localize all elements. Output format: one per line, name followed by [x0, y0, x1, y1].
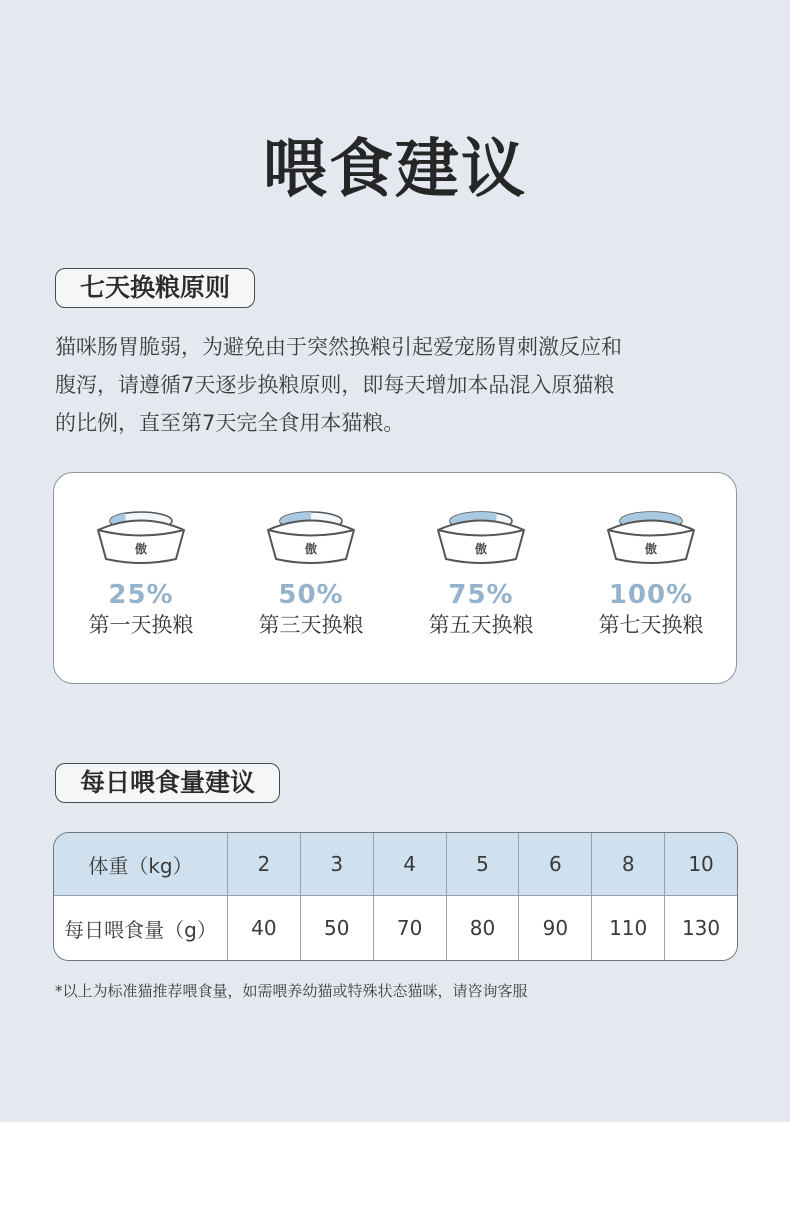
weight-cell: 2: [227, 833, 300, 895]
amount-cell: 110: [591, 895, 664, 960]
step-day-label: 第七天换粮: [598, 613, 704, 637]
weight-cell: 8: [591, 833, 664, 895]
step-day-1: [56, 503, 226, 639]
step-percent: 25%: [108, 580, 174, 610]
food-bowl-icon: [603, 503, 699, 569]
step-day-5: [396, 503, 566, 639]
intro-line: 猫咪肠胃脆弱，为避免由于突然换粮引起爱宠肠胃刺激反应和: [55, 335, 622, 359]
table-row: [54, 895, 737, 960]
weight-cell: 4: [373, 833, 446, 895]
weight-header-label: 体重（kg）: [88, 853, 193, 878]
weight-cell: 5: [446, 833, 519, 895]
feeding-heading: 每日喂食量建议: [55, 763, 280, 803]
amount-cell: 90: [518, 895, 591, 960]
bowl-brand-logo: 傲: [474, 542, 488, 556]
step-day-label: 第三天换粮: [258, 613, 364, 637]
transition-steps-card: [53, 472, 737, 684]
page-title: 喂食建议: [263, 133, 527, 207]
step-percent: 100%: [608, 580, 694, 610]
intro-line: 的比例，直至第7天完全食用本猫粮。: [55, 411, 405, 435]
step-percent: 75%: [448, 580, 514, 610]
bowl-brand-logo: 傲: [644, 542, 658, 556]
food-bowl-icon: [433, 503, 529, 569]
amount-cell: 70: [373, 895, 446, 960]
transition-heading: 七天换粮原则: [55, 268, 255, 308]
transition-intro: [55, 328, 745, 442]
weight-cell: 6: [518, 833, 591, 895]
step-day-3: [226, 503, 396, 639]
table-header-row: [54, 833, 737, 895]
bowl-brand-logo: 傲: [304, 542, 318, 556]
amount-row-label: 每日喂食量（g）: [54, 895, 227, 960]
bowl-brand-logo: 傲: [134, 542, 148, 556]
step-percent: 50%: [278, 580, 344, 610]
intro-line: 腹泻，请遵循7天逐步换粮原则，即每天增加本品混入原猫粮: [55, 373, 615, 397]
weight-cell: 3: [300, 833, 373, 895]
step-day-7: [566, 503, 736, 639]
step-day-label: 第一天换粮: [88, 613, 194, 637]
amount-cell: 40: [227, 895, 300, 960]
weight-cell: 10: [664, 833, 737, 895]
amount-cell: 50: [300, 895, 373, 960]
step-day-label: 第五天换粮: [428, 613, 534, 637]
food-bowl-icon: [263, 503, 359, 569]
feeding-footnote: *以上为标准猫推荐喂食量，如需喂养幼猫或特殊状态猫咪，请咨询客服: [55, 982, 528, 1000]
amount-cell: 80: [446, 895, 519, 960]
feeding-table: [53, 832, 738, 961]
amount-cell: 130: [664, 895, 737, 960]
food-bowl-icon: [93, 503, 189, 569]
